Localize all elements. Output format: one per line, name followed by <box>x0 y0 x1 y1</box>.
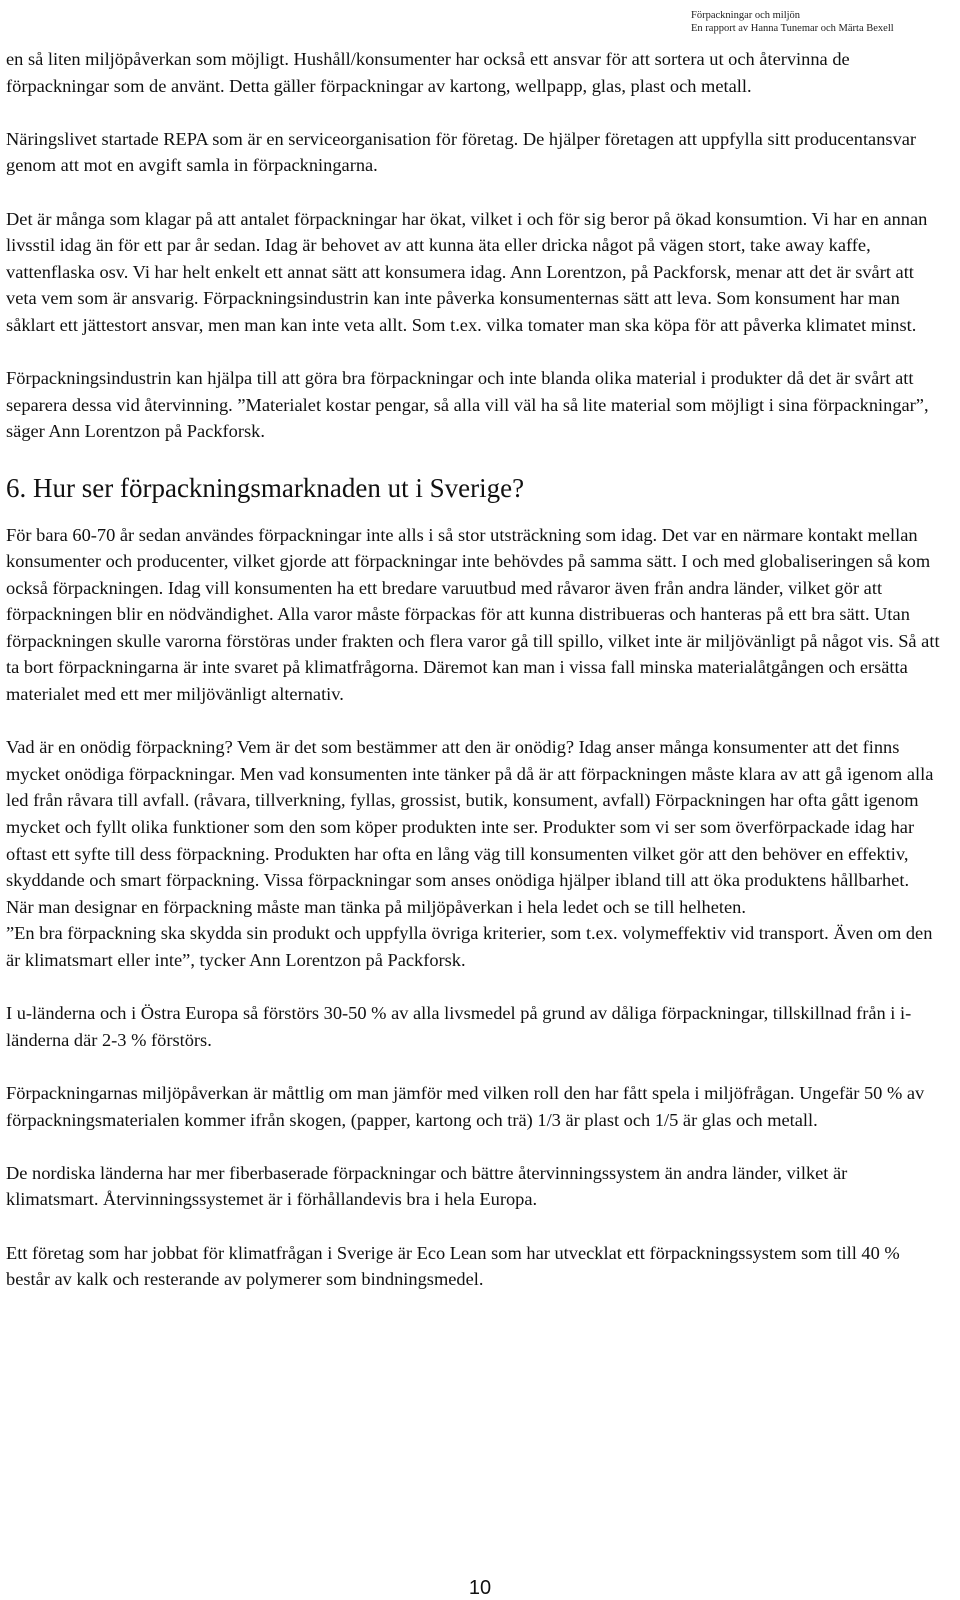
document-body <box>6 46 941 1319</box>
paragraph: Näringslivet startade REPA som är en serviceorganisation för företag. De hjälper företagen att uppfylla sitt producentansvar genom att mot en avgift samla in förpackningarna. <box>6 128 917 176</box>
document-authors: En rapport av Hanna Tunemar och Märta Bexell <box>691 23 894 34</box>
paragraph: Ett företag som har jobbat för klimatfrågan i Sverige är Eco Lean som har utvecklat ett förpackningssystem som till 40 % består av kalk och resterande av polymerer som bindningsmedel. <box>6 1242 900 1290</box>
page-header <box>691 9 894 35</box>
paragraph: Vad är en onödig förpackning? Vem är det som bestämmer att den är onödig? Idag anser många konsumenter att det finns mycket onödiga förpackningar. Men vad konsumenten inte tänker på då är att förpackningen måste klara av att gå igenom alla led från råvara till avfall. (råvara, tillverkning, fyllas, grossist, butik, konsument, avfall) Förpackningen har ofta gått igenom mycket och fyllt olika funktioner som den som köper produkten inte ser. Produkter som vi ser som överförpackade idag har oftast ett syfte till dess förpackning. Produkten har ofta en lång väg till konsumenten vilket gör att den behöver en effektiv, skyddande och smart förpackning. Vissa förpackningar som anses onödiga hjälper ibland till att öka produktens hållbarhet. När man designar en förpackning måste man tänka på miljöpåverkan i hela ledet och se till helheten. <box>6 737 934 917</box>
document-title: Förpackningar och miljön <box>691 10 801 21</box>
quote-paragraph: ”En bra förpackning ska skydda sin produkt och uppfylla övriga kriterier, som t.ex. volymeffektiv vid transport. Även om den är klimatsmart eller inte”, tycker Ann Lorentzon på Packforsk. <box>6 923 933 970</box>
paragraph: I u-länderna och i Östra Europa så förstörs 30-50 % av alla livsmedel på grund av dåliga förpackningar, tillskillnad från i i-länderna där 2-3 % förstörs. <box>6 1003 912 1050</box>
paragraph: en så liten miljöpåverkan som möjligt. Hushåll/konsumenter har också ett ansvar för att sortera ut och återvinna de förpackningar som de använt. Detta gäller förpackningar av kartong, wellpapp, glas, plast och metall. <box>6 49 850 96</box>
paragraph: Det är många som klagar på att antalet förpackningar har ökat, vilket i och för sig beror på ökad konsumtion. Vi har en annan livsstil idag än för ett par år sedan. Idag är behovet av att kunna äta eller dricka något på vägen stort, take away kaffe, vattenflaska osv. Vi har helt enkelt ett annat sätt att konsumera idag. Ann Lorentzon, på Packforsk, menar att det är svårt att veta vem som är ansvarig. Förpackningsindustrin kan inte påverka konsumenternas sätt att leva. Som konsument har man såklart ett jättestort ansvar, men man kan inte veta allt. Som t.ex. vilka tomater man ska köpa för att påverka klimatet minst. <box>6 208 928 335</box>
paragraph: De nordiska länderna har mer fiberbaserade förpackningar och bättre återvinningssystem än andra länder, vilket är klimatsmart. Återvinningssystemet är i förhållandevis bra i hela Europa. <box>6 1162 848 1210</box>
paragraph: Förpackningsindustrin kan hjälpa till att göra bra förpackningar och inte blanda olika material i produkter då det är svårt att separera dessa vid återvinning. ”Materialet kostar pengar, så alla vill väl ha så lite material som möjligt i sina förpackningar”, säger Ann Lorentzon på Packforsk. <box>6 368 929 442</box>
paragraph: Förpackningarnas miljöpåverkan är måttlig om man jämför med vilken roll den har fått spela i miljöfrågan. Ungefär 50 % av förpackningsmaterialen kommer ifrån skogen, (papper, kartong och trä) 1/3 är plast och 1/5 är glas och metall. <box>6 1082 925 1130</box>
page-number: 10 <box>468 1577 492 1599</box>
paragraph: För bara 60-70 år sedan användes förpackningar inte alls i så stor utsträckning som idag. Det var en närmare kontakt mellan konsumenter och producenter, vilket gjorde att förpackningar inte behövdes på samma sätt. I och med globaliseringen så kom också förpackningen. Idag vill konsumenten ha ett bredare varuutbud med råvaror även från andra länder, vilket gör att förpackningen blir en nödvändighet. Alla varor måste förpackas för att kunna distribueras och hanteras på ett bra sätt. Utan förpackningen skulle varorna förstöras under frakten och flera varor gå till spillo, vilket inte är miljövänligt på något vis. Så att ta bort förpackningarna är inte svaret på klimatfrågorna. Däremot kan man i vissa fall minska materialåtgången och ersätta materialet med ett mer miljövänligt alternativ. <box>6 524 940 705</box>
section-heading: 6. Hur ser förpackningsmarknaden ut i Sverige? <box>6 472 525 503</box>
